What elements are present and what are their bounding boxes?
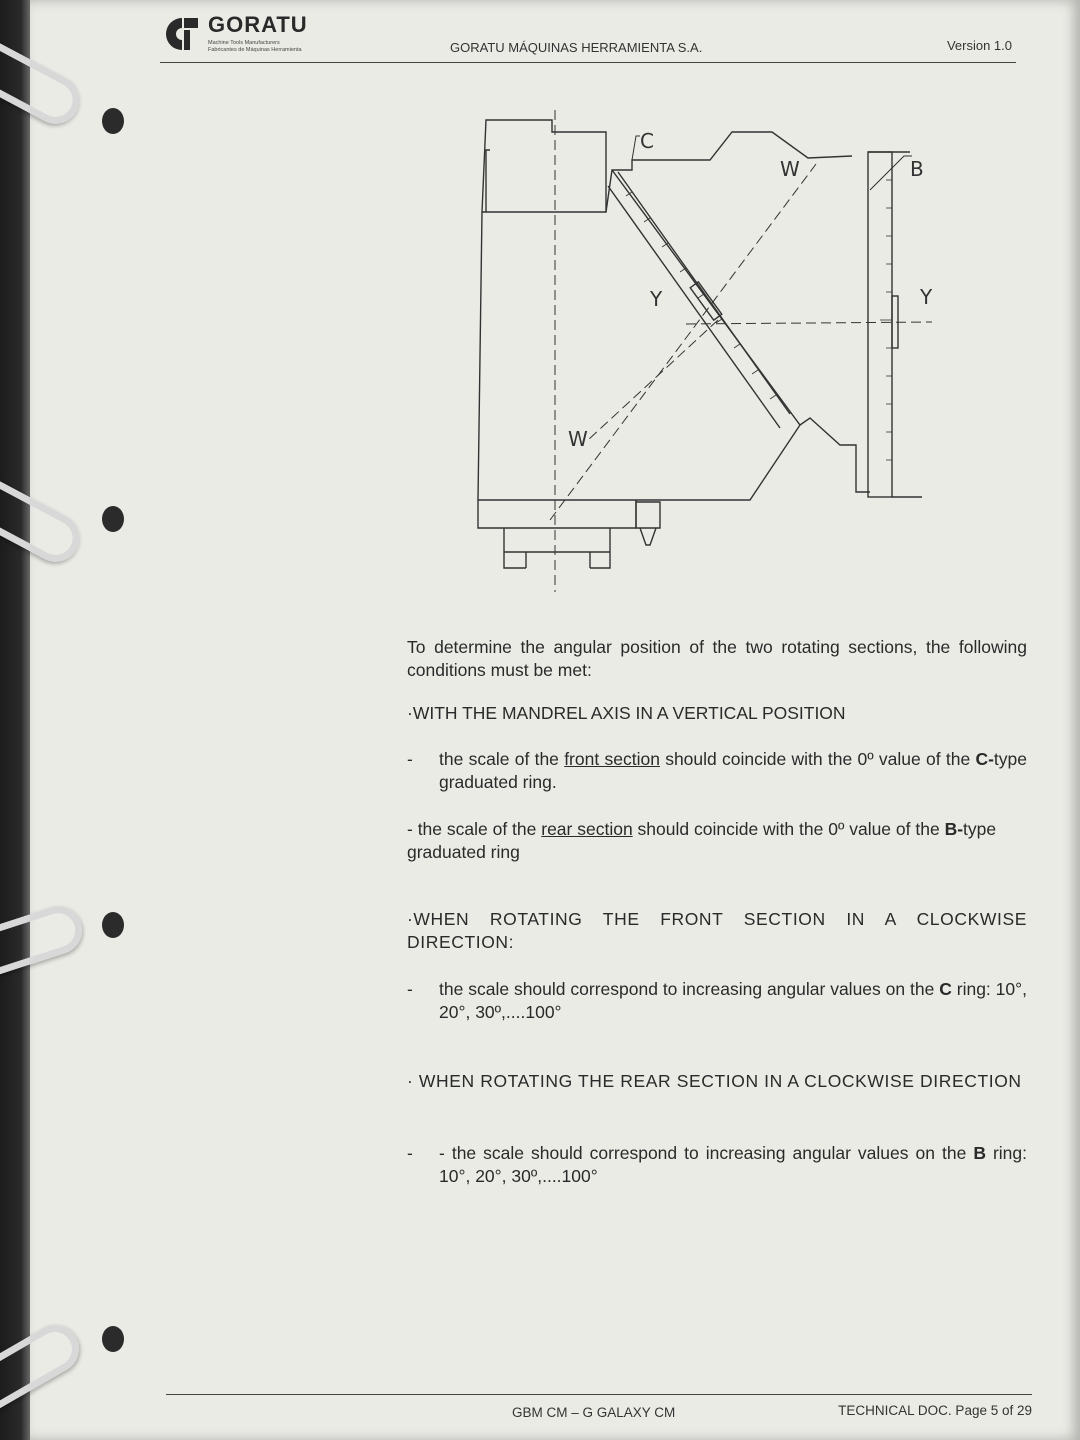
logo-subtitle-es: Fabricantes de Máquinas Herramienta	[208, 47, 302, 53]
scale-c-pointer	[690, 282, 722, 320]
mandrel-diagram	[460, 100, 960, 600]
section-1-item-1: - the scale of the front section should coincide with the 0º value of the C-type graduated ring.	[407, 749, 1027, 792]
label-b: B	[910, 157, 924, 181]
punch-hole	[102, 912, 124, 938]
section-2-item: - the scale should correspond to increasing angular values on the C ring: 10°, 20°, 30º,....100°	[407, 979, 1028, 1022]
document-version: Version 1.0	[946, 38, 1012, 53]
section-3-item: - - the scale should correspond to increasing angular values on the B ring: 10°, 20°, 30º,....100°	[407, 1143, 1028, 1186]
intro-paragraph: To determine the angular position of the two rotating sections, the following conditions must be met:	[407, 637, 1027, 680]
scale-b-bracket	[868, 152, 922, 497]
bullet-dash: -	[407, 1143, 413, 1163]
company-logo	[164, 14, 324, 58]
axis-w-diagonal	[550, 164, 816, 520]
punch-hole	[102, 506, 124, 532]
punch-hole	[102, 108, 124, 134]
label-c: C	[640, 129, 654, 153]
logo-subtitle-en: Machine Tools Manufacturers	[208, 40, 280, 46]
company-name: GORATU MÁQUINAS HERRAMIENTA S.A.	[450, 40, 703, 55]
bullet-dash: -	[407, 749, 413, 769]
label-y-right: Y	[920, 285, 933, 309]
head-body-edge	[486, 150, 490, 212]
axis-lines	[550, 110, 932, 592]
section-1-heading: ·WITH THE MANDREL AXIS IN A VERTICAL POSITION	[407, 703, 846, 723]
footer-page-number: TECHNICAL DOC. Page 5 of 29	[838, 1403, 1032, 1418]
axis-y-horizontal	[686, 322, 932, 324]
punch-hole	[102, 1326, 124, 1352]
section-3-heading: · WHEN ROTATING THE REAR SECTION IN A CLOCKWISE DIRECTION	[407, 1071, 1022, 1091]
label-w-top: W	[780, 157, 800, 181]
tool-stub	[636, 502, 660, 545]
goratu-logo-icon	[164, 16, 200, 52]
axis-y-diagonal	[588, 320, 718, 440]
rear-section-term: rear section	[541, 819, 633, 839]
front-section-term: front section	[564, 749, 660, 769]
label-y-left: Y	[650, 287, 663, 311]
label-w-bottom: W	[568, 427, 588, 451]
page-footer	[166, 1394, 1032, 1435]
leader-b	[870, 156, 912, 190]
logo-name: GORATU	[208, 12, 308, 37]
bullet-dash: -	[407, 979, 413, 999]
section-2-heading: ·WHEN ROTATING THE FRONT SECTION IN A CLOCKWISE DIRECTION:	[407, 909, 1027, 952]
page-header	[160, 14, 1016, 63]
vertical-scale-b	[868, 152, 892, 497]
leader-c	[632, 136, 640, 160]
scale-c-ticks	[626, 192, 776, 399]
base-feet	[504, 528, 610, 568]
head-body-upper	[482, 120, 606, 212]
head-body-lower	[478, 212, 800, 500]
section-1-item-2: - the scale of the rear section should coincide with the 0º value of the B-type graduated ring	[407, 819, 997, 862]
footer-document-name: GBM CM – G GALAXY CM	[512, 1405, 676, 1420]
scale-b-ticks	[880, 180, 892, 460]
base-plate	[478, 500, 636, 528]
